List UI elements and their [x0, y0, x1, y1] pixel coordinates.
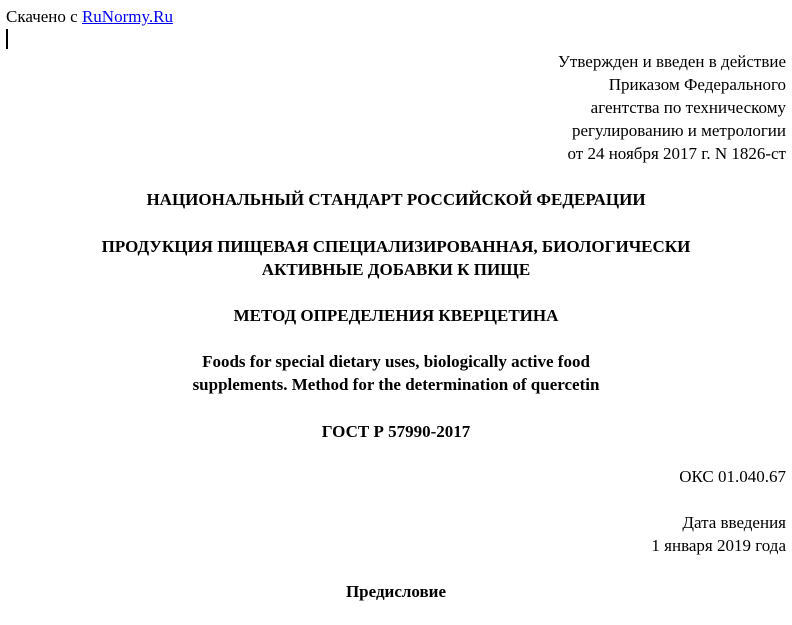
title-line: ПРОДУКЦИЯ ПИЩЕВАЯ СПЕЦИАЛИЗИРОВАННАЯ, БИОЛОГИЧЕСКИ — [101, 237, 691, 256]
source-label: Скачено с — [6, 7, 82, 26]
approval-line: регулированию и метрологии — [571, 121, 786, 140]
standard-code: ГОСТ Р 57990-2017 — [321, 422, 471, 441]
english-title-line: supplements. Method for the determination of quercetin — [192, 375, 600, 394]
intro-date-label: Дата введения — [682, 513, 786, 532]
oks-code: ОКС 01.040.67 — [679, 467, 786, 486]
standard-heading: НАЦИОНАЛЬНЫЙ СТАНДАРТ РОССИЙСКОЙ ФЕДЕРАЦИИ — [146, 190, 646, 209]
approval-line: Утвержден и введен в действие — [557, 52, 786, 71]
approval-line: агентства по техническому — [590, 98, 786, 117]
method-title: МЕТОД ОПРЕДЕЛЕНИЯ КВЕРЦЕТИНА — [233, 306, 559, 325]
oks-code-block — [679, 465, 786, 488]
approval-line: Приказом Федерального — [608, 75, 786, 94]
intro-date: 1 января 2019 года — [651, 536, 786, 555]
approval-line: от 24 ноября 2017 г. N 1826-ст — [567, 144, 786, 163]
text-cursor — [6, 29, 8, 49]
source-line — [6, 5, 173, 28]
site-link[interactable]: RuNormy.Ru — [81, 7, 173, 26]
english-title-line: Foods for special dietary uses, biologically active food — [202, 352, 590, 371]
title-line: АКТИВНЫЕ ДОБАВКИ К ПИЩЕ — [261, 260, 531, 279]
intro-date-block — [651, 511, 786, 557]
approval-block — [558, 50, 786, 165]
preface-title: Предисловие — [345, 582, 447, 601]
